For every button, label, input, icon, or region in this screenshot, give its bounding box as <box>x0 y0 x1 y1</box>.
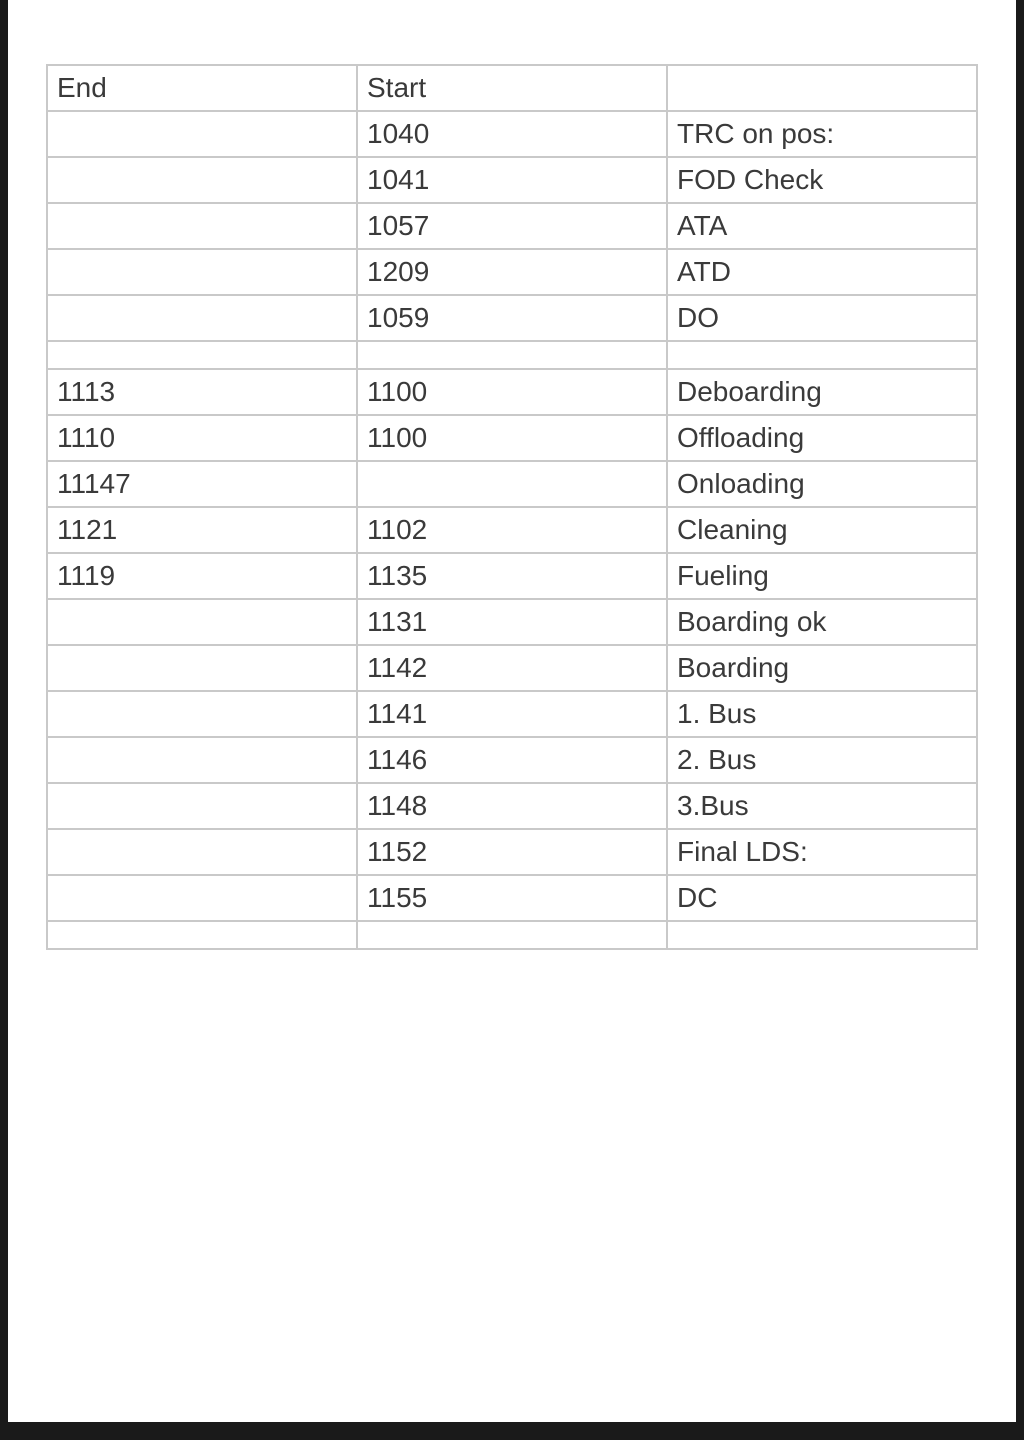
end-cell[interactable] <box>47 249 357 295</box>
label-cell[interactable] <box>667 921 977 949</box>
end-cell[interactable] <box>47 157 357 203</box>
label-cell[interactable]: 3.Bus <box>667 783 977 829</box>
table-row-empty <box>47 921 977 949</box>
label-cell[interactable]: Offloading <box>667 415 977 461</box>
label-cell[interactable]: TRC on pos: <box>667 111 977 157</box>
end-cell[interactable] <box>47 875 357 921</box>
start-cell[interactable]: 1131 <box>357 599 667 645</box>
table-row <box>47 461 977 507</box>
end-cell[interactable] <box>47 829 357 875</box>
table-row <box>47 783 977 829</box>
start-cell[interactable] <box>357 921 667 949</box>
table-row <box>47 507 977 553</box>
document-page <box>8 0 1016 1422</box>
table-row <box>47 829 977 875</box>
start-cell[interactable]: 1100 <box>357 415 667 461</box>
end-cell[interactable]: 1113 <box>47 369 357 415</box>
timing-table <box>46 64 978 950</box>
header-row <box>47 65 977 111</box>
label-cell[interactable]: 1. Bus <box>667 691 977 737</box>
header-start[interactable]: Start <box>357 65 667 111</box>
label-cell[interactable] <box>667 341 977 369</box>
end-cell[interactable] <box>47 295 357 341</box>
table-row <box>47 599 977 645</box>
label-cell[interactable]: Boarding ok <box>667 599 977 645</box>
start-cell[interactable]: 1059 <box>357 295 667 341</box>
start-cell[interactable]: 1041 <box>357 157 667 203</box>
table-row <box>47 553 977 599</box>
label-cell[interactable]: 2. Bus <box>667 737 977 783</box>
end-cell[interactable] <box>47 111 357 157</box>
end-cell[interactable] <box>47 783 357 829</box>
label-cell[interactable]: Cleaning <box>667 507 977 553</box>
table-row <box>47 645 977 691</box>
label-cell[interactable]: Fueling <box>667 553 977 599</box>
table-row <box>47 157 977 203</box>
start-cell[interactable]: 1142 <box>357 645 667 691</box>
label-cell[interactable]: Boarding <box>667 645 977 691</box>
start-cell[interactable]: 1146 <box>357 737 667 783</box>
start-cell[interactable]: 1100 <box>357 369 667 415</box>
end-cell[interactable] <box>47 203 357 249</box>
label-cell[interactable]: ATA <box>667 203 977 249</box>
table-row-empty <box>47 341 977 369</box>
table-row <box>47 875 977 921</box>
start-cell[interactable]: 1102 <box>357 507 667 553</box>
start-cell[interactable]: 1155 <box>357 875 667 921</box>
label-cell[interactable]: ATD <box>667 249 977 295</box>
end-cell[interactable] <box>47 691 357 737</box>
table-row <box>47 737 977 783</box>
end-cell[interactable] <box>47 599 357 645</box>
start-cell[interactable]: 1141 <box>357 691 667 737</box>
start-cell[interactable]: 1152 <box>357 829 667 875</box>
end-cell[interactable]: 1119 <box>47 553 357 599</box>
label-cell[interactable]: Final LDS: <box>667 829 977 875</box>
end-cell[interactable] <box>47 645 357 691</box>
start-cell[interactable] <box>357 341 667 369</box>
start-cell[interactable]: 1040 <box>357 111 667 157</box>
label-cell[interactable]: DO <box>667 295 977 341</box>
table-row <box>47 691 977 737</box>
label-cell[interactable]: DC <box>667 875 977 921</box>
label-cell[interactable]: Deboarding <box>667 369 977 415</box>
label-cell[interactable]: FOD Check <box>667 157 977 203</box>
end-cell[interactable] <box>47 737 357 783</box>
start-cell[interactable]: 1135 <box>357 553 667 599</box>
end-cell[interactable]: 11147 <box>47 461 357 507</box>
end-cell[interactable] <box>47 921 357 949</box>
header-label[interactable] <box>667 65 977 111</box>
start-cell[interactable]: 1209 <box>357 249 667 295</box>
table-row <box>47 249 977 295</box>
label-cell[interactable]: Onloading <box>667 461 977 507</box>
start-cell[interactable] <box>357 461 667 507</box>
table-row <box>47 369 977 415</box>
end-cell[interactable]: 1110 <box>47 415 357 461</box>
end-cell[interactable]: 1121 <box>47 507 357 553</box>
table-row <box>47 415 977 461</box>
start-cell[interactable]: 1148 <box>357 783 667 829</box>
end-cell[interactable] <box>47 341 357 369</box>
table-row <box>47 203 977 249</box>
start-cell[interactable]: 1057 <box>357 203 667 249</box>
header-end[interactable]: End <box>47 65 357 111</box>
table-row <box>47 111 977 157</box>
table-row <box>47 295 977 341</box>
